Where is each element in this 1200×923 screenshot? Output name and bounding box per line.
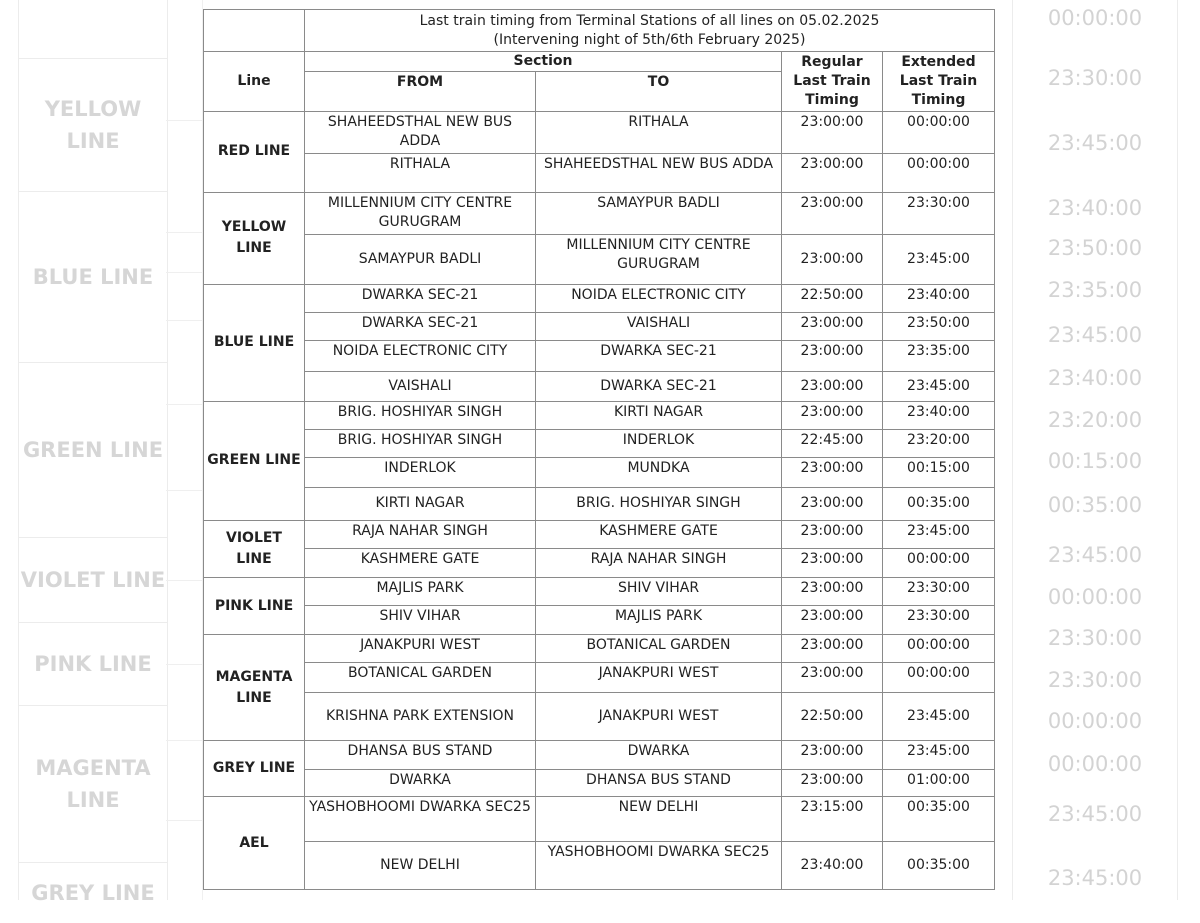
extended-time-cell: 23:20:00	[883, 429, 995, 457]
header-line: Line	[204, 52, 305, 112]
regular-time-cell: 23:40:00	[782, 841, 883, 889]
table-row	[204, 520, 995, 548]
table-row	[204, 740, 995, 769]
to-cell: KASHMERE GATE	[536, 520, 782, 548]
to-cell: SHIV VIHAR	[536, 577, 782, 605]
to-cell: JANAKPURI WEST	[536, 663, 782, 692]
from-cell: KIRTI NAGAR	[305, 488, 536, 520]
header-section: Section	[305, 52, 782, 72]
background-time-column	[1012, 0, 1178, 900]
to-cell: DHANSA BUS STAND	[536, 770, 782, 797]
header-from: FROM	[305, 72, 536, 112]
from-cell: BRIG. HOSHIYAR SINGH	[305, 401, 536, 429]
bg-time: 00:35:00	[1047, 493, 1143, 517]
to-cell: NOIDA ELECTRONIC CITY	[536, 285, 782, 313]
from-cell: SHIV VIHAR	[305, 606, 536, 635]
to-cell: JANAKPURI WEST	[536, 692, 782, 740]
regular-time-cell: 23:00:00	[782, 488, 883, 520]
table-row	[204, 401, 995, 429]
bg-time: 23:45:00	[1047, 543, 1143, 567]
bg-time: 23:50:00	[1047, 236, 1143, 260]
table-row	[204, 313, 995, 341]
extended-time-cell: 23:45:00	[883, 740, 995, 769]
table-row	[204, 285, 995, 313]
bg-time: 23:35:00	[1047, 278, 1143, 302]
bg-divider	[166, 580, 202, 581]
bg-time: 00:00:00	[1047, 6, 1143, 30]
bg-divider	[166, 404, 202, 405]
from-cell: BRIG. HOSHIYAR SINGH	[305, 429, 536, 457]
bg-line-label: PINK LINE	[19, 622, 167, 705]
regular-time-cell: 23:00:00	[782, 401, 883, 429]
bg-time: 00:15:00	[1047, 449, 1143, 473]
background-separator-column	[166, 0, 203, 900]
extended-time-cell: 23:40:00	[883, 401, 995, 429]
title-line-1: Last train timing from Terminal Stations of all lines on 05.02.2025	[419, 12, 880, 29]
extended-time-cell: 00:00:00	[883, 635, 995, 663]
to-cell: MUNDKA	[536, 458, 782, 488]
line-name-cell: AEL	[204, 797, 305, 890]
bg-divider	[166, 320, 202, 321]
from-cell: YASHOBHOOMI DWARKA SEC25	[305, 797, 536, 841]
regular-time-cell: 23:00:00	[782, 606, 883, 635]
table-row	[204, 841, 995, 889]
to-cell: INDERLOK	[536, 429, 782, 457]
regular-time-cell: 23:00:00	[782, 548, 883, 577]
extended-time-cell: 23:30:00	[883, 192, 995, 234]
bg-line-label: YELLOW LINE	[19, 58, 167, 191]
bg-time: 23:30:00	[1047, 66, 1143, 90]
bg-time: 23:30:00	[1047, 626, 1143, 650]
table-row	[204, 663, 995, 692]
last-train-timing-table	[203, 9, 995, 890]
extended-time-cell: 23:50:00	[883, 313, 995, 341]
extended-time-cell: 00:00:00	[883, 548, 995, 577]
to-cell: KIRTI NAGAR	[536, 401, 782, 429]
from-cell: NEW DELHI	[305, 841, 536, 889]
table-row	[204, 635, 995, 663]
table-row	[204, 577, 995, 605]
line-name-cell: GREY LINE	[204, 740, 305, 796]
to-cell: BRIG. HOSHIYAR SINGH	[536, 488, 782, 520]
to-cell: NEW DELHI	[536, 797, 782, 841]
from-cell: BOTANICAL GARDEN	[305, 663, 536, 692]
extended-time-cell: 23:30:00	[883, 606, 995, 635]
regular-time-cell: 23:00:00	[782, 663, 883, 692]
extended-time-cell: 00:15:00	[883, 458, 995, 488]
from-cell: DHANSA BUS STAND	[305, 740, 536, 769]
bg-line-label: GREY LINE	[19, 862, 167, 923]
bg-time: 23:30:00	[1047, 668, 1143, 692]
to-cell: SHAHEEDSTHAL NEW BUS ADDA	[536, 154, 782, 192]
table-row	[204, 429, 995, 457]
bg-time: 23:40:00	[1047, 366, 1143, 390]
table-row	[204, 548, 995, 577]
bg-divider	[166, 664, 202, 665]
from-cell: MILLENNIUM CITY CENTRE GURUGRAM	[305, 192, 536, 234]
bg-time: 23:45:00	[1047, 323, 1143, 347]
bg-time: 23:45:00	[1047, 866, 1143, 890]
extended-time-cell: 01:00:00	[883, 770, 995, 797]
title-line-2: (Intervening night of 5th/6th February 2025)	[493, 31, 806, 48]
bg-time: 00:00:00	[1047, 752, 1143, 776]
timing-document	[203, 9, 994, 890]
from-cell: RAJA NAHAR SINGH	[305, 520, 536, 548]
table-row	[204, 112, 995, 154]
line-name-cell: MAGENTA LINE	[204, 635, 305, 741]
from-cell: INDERLOK	[305, 458, 536, 488]
line-name-cell: RED LINE	[204, 112, 305, 193]
regular-time-cell: 23:15:00	[782, 797, 883, 841]
bg-line-label: BLUE LINE	[19, 191, 167, 362]
extended-time-cell: 23:45:00	[883, 520, 995, 548]
from-cell: DWARKA SEC-21	[305, 285, 536, 313]
regular-time-cell: 23:00:00	[782, 371, 883, 401]
regular-time-cell: 23:00:00	[782, 192, 883, 234]
extended-time-cell: 00:35:00	[883, 797, 995, 841]
table-row	[204, 192, 995, 234]
extended-time-cell: 23:45:00	[883, 234, 995, 284]
table-row	[204, 154, 995, 192]
bg-time: 23:45:00	[1047, 131, 1143, 155]
line-name-cell: VIOLET LINE	[204, 520, 305, 577]
background-line-column	[18, 0, 168, 905]
to-cell: RITHALA	[536, 112, 782, 154]
empty-corner-cell	[204, 10, 305, 52]
bg-divider	[166, 740, 202, 741]
line-name-cell: YELLOW LINE	[204, 192, 305, 285]
from-cell: JANAKPURI WEST	[305, 635, 536, 663]
extended-time-cell: 23:40:00	[883, 285, 995, 313]
to-cell: YASHOBHOOMI DWARKA SEC25	[536, 841, 782, 889]
from-cell: MAJLIS PARK	[305, 577, 536, 605]
bg-time: 23:40:00	[1047, 196, 1143, 220]
bg-line-label: GREEN LINE	[19, 362, 167, 537]
extended-time-cell: 23:45:00	[883, 371, 995, 401]
regular-time-cell: 22:45:00	[782, 429, 883, 457]
table-row	[204, 606, 995, 635]
table-row	[204, 234, 995, 284]
extended-time-cell: 23:35:00	[883, 341, 995, 371]
header-to: TO	[536, 72, 782, 112]
extended-time-cell: 23:30:00	[883, 577, 995, 605]
bg-divider	[166, 232, 202, 233]
table-row	[204, 341, 995, 371]
regular-time-cell: 22:50:00	[782, 285, 883, 313]
regular-time-cell: 23:00:00	[782, 234, 883, 284]
regular-time-cell: 23:00:00	[782, 154, 883, 192]
from-cell: NOIDA ELECTRONIC CITY	[305, 341, 536, 371]
table-row	[204, 770, 995, 797]
table-row	[204, 692, 995, 740]
header-regular: Regular Last Train Timing	[782, 52, 883, 112]
bg-line-label: VIOLET LINE	[19, 537, 167, 622]
bg-divider	[166, 120, 202, 121]
regular-time-cell: 23:00:00	[782, 313, 883, 341]
to-cell: MILLENNIUM CITY CENTRE GURUGRAM	[536, 234, 782, 284]
line-name-cell: GREEN LINE	[204, 401, 305, 520]
line-name-cell: PINK LINE	[204, 577, 305, 634]
header-extended: Extended Last Train Timing	[883, 52, 995, 112]
extended-time-cell: 00:00:00	[883, 154, 995, 192]
to-cell: MAJLIS PARK	[536, 606, 782, 635]
to-cell: DWARKA SEC-21	[536, 371, 782, 401]
extended-time-cell: 00:35:00	[883, 488, 995, 520]
to-cell: SAMAYPUR BADLI	[536, 192, 782, 234]
from-cell: SAMAYPUR BADLI	[305, 234, 536, 284]
regular-time-cell: 23:00:00	[782, 112, 883, 154]
bg-divider	[166, 820, 202, 821]
bg-divider	[166, 272, 202, 273]
table-row	[204, 488, 995, 520]
bg-line-label: MAGENTA LINE	[19, 705, 167, 862]
extended-time-cell: 00:00:00	[883, 663, 995, 692]
regular-time-cell: 23:00:00	[782, 635, 883, 663]
bg-time: 00:00:00	[1047, 709, 1143, 733]
from-cell: KRISHNA PARK EXTENSION	[305, 692, 536, 740]
table-row	[204, 371, 995, 401]
to-cell: RAJA NAHAR SINGH	[536, 548, 782, 577]
to-cell: DWARKA	[536, 740, 782, 769]
from-cell: DWARKA SEC-21	[305, 313, 536, 341]
from-cell: SHAHEEDSTHAL NEW BUS ADDA	[305, 112, 536, 154]
to-cell: VAISHALI	[536, 313, 782, 341]
line-name-cell: BLUE LINE	[204, 285, 305, 402]
table-title	[305, 10, 995, 52]
regular-time-cell: 23:00:00	[782, 740, 883, 769]
regular-time-cell: 23:00:00	[782, 577, 883, 605]
extended-time-cell: 00:35:00	[883, 841, 995, 889]
bg-time: 23:45:00	[1047, 802, 1143, 826]
from-cell: RITHALA	[305, 154, 536, 192]
to-cell: BOTANICAL GARDEN	[536, 635, 782, 663]
extended-time-cell: 00:00:00	[883, 112, 995, 154]
regular-time-cell: 23:00:00	[782, 770, 883, 797]
table-row	[204, 458, 995, 488]
from-cell: VAISHALI	[305, 371, 536, 401]
table-row	[204, 797, 995, 841]
regular-time-cell: 23:00:00	[782, 520, 883, 548]
regular-time-cell: 23:00:00	[782, 458, 883, 488]
to-cell: DWARKA SEC-21	[536, 341, 782, 371]
from-cell: KASHMERE GATE	[305, 548, 536, 577]
bg-time: 23:20:00	[1047, 408, 1143, 432]
bg-divider	[166, 490, 202, 491]
regular-time-cell: 22:50:00	[782, 692, 883, 740]
extended-time-cell: 23:45:00	[883, 692, 995, 740]
regular-time-cell: 23:00:00	[782, 341, 883, 371]
from-cell: DWARKA	[305, 770, 536, 797]
bg-time: 00:00:00	[1047, 585, 1143, 609]
